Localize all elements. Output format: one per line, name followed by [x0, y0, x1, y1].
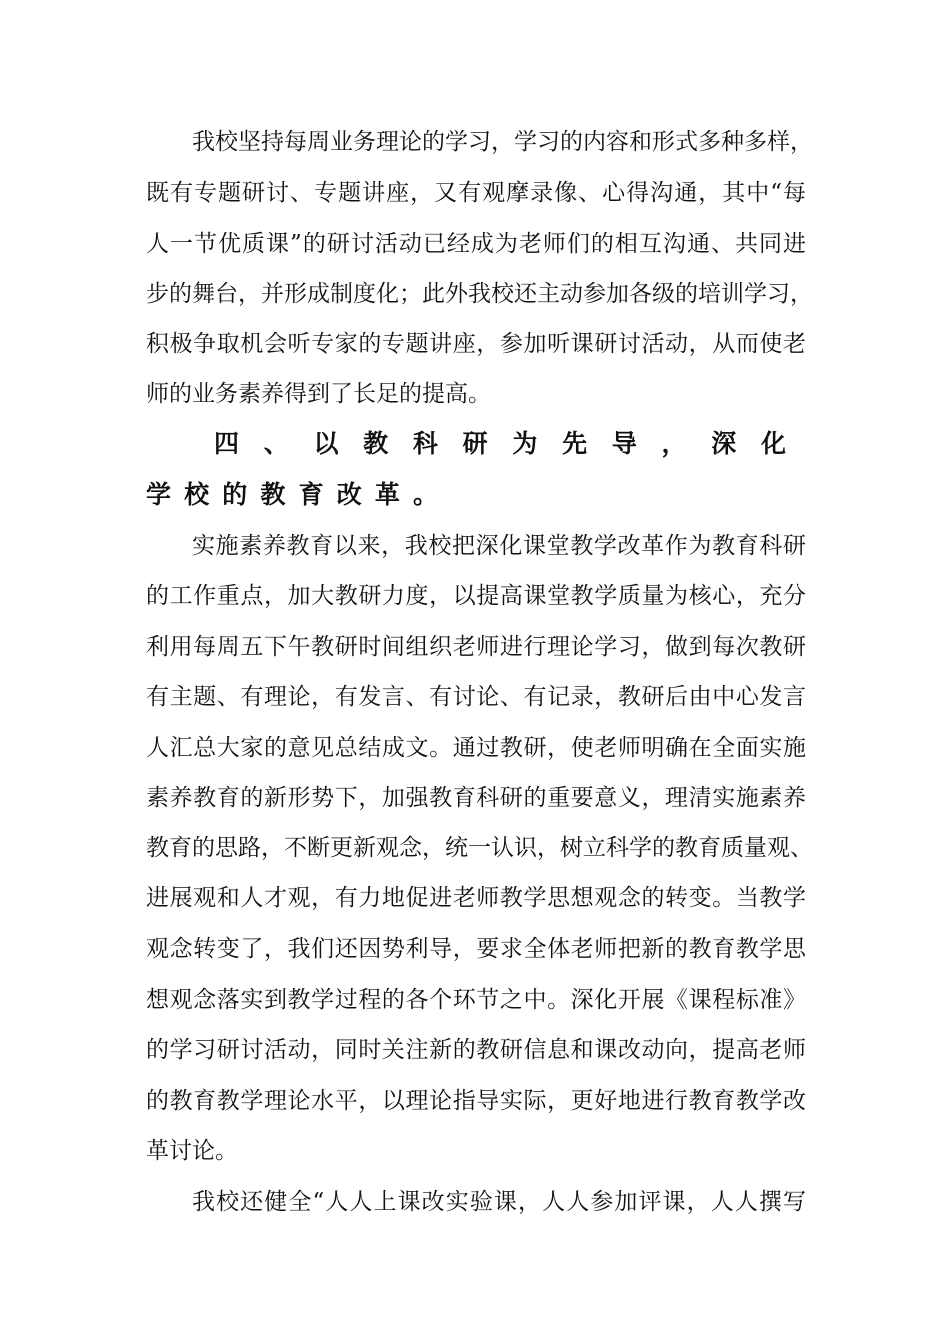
paragraph-2-line-9: 观念转变了，我们还因势利导，要求全体老师把新的教育教学思 — [146, 936, 806, 962]
paragraph-1-line-6: 师的业务素养得到了长足的提高。 — [146, 381, 491, 407]
paragraph-2-line-13: 革讨论。 — [146, 1138, 238, 1164]
paragraph-2-line-3: 利用每周五下午教研时间组织老师进行理论学习，做到每次教研 — [146, 634, 806, 660]
paragraph-1-line-3: 人一节优质课”的研讨活动已经成为老师们的相互沟通、共同进 — [146, 231, 806, 257]
section-heading-line-2: 学校的教育改革。 — [146, 480, 438, 509]
paragraph-2-line-7: 教育的思路，不断更新观念，统一认识，树立科学的教育质量观、 — [146, 835, 813, 861]
section-heading-line-1: 四、以教科研为先导，深化 — [214, 429, 786, 458]
paragraph-1-line-2: 既有专题研讨、专题讲座，又有观摩录像、心得沟通，其中“每 — [146, 180, 806, 206]
paragraph-2-line-5: 人汇总大家的意见总结成文。通过教研，使老师明确在全面实施 — [146, 735, 806, 761]
paragraph-2-line-10: 想观念落实到教学过程的各个环节之中。深化开展《课程标准》 — [146, 987, 806, 1013]
paragraph-2-line-1: 实施素养教育以来，我校把深化课堂教学改革作为教育科研 — [192, 533, 806, 559]
paragraph-3-line-1: 我校还健全“人人上课改实验课，人人参加评课，人人撰写 — [192, 1189, 806, 1215]
paragraph-2-line-6: 素养教育的新形势下，加强教育科研的重要意义，理清实施素养 — [146, 785, 806, 811]
paragraph-1-line-5: 积极争取机会听专家的专题讲座，参加听课研讨活动，从而使老 — [146, 331, 806, 357]
paragraph-2-line-8: 进展观和人才观，有力地促进老师教学思想观念的转变。当教学 — [146, 885, 806, 911]
paragraph-1-line-1: 我校坚持每周业务理论的学习，学习的内容和形式多种多样， — [192, 129, 813, 155]
paragraph-2-line-12: 的教育教学理论水平，以理论指导实际，更好地进行教育教学改 — [146, 1088, 806, 1114]
paragraph-2-line-11: 的学习研讨活动，同时关注新的教研信息和课改动向，提高老师 — [146, 1037, 806, 1063]
paragraph-1-line-4: 步的舞台，并形成制度化；此外我校还主动参加各级的培训学习， — [146, 281, 813, 307]
paragraph-2-line-4: 有主题、有理论，有发言、有讨论、有记录，教研后由中心发言 — [146, 684, 806, 710]
paragraph-2-line-2: 的工作重点，加大教研力度，以提高课堂教学质量为核心，充分 — [146, 583, 806, 609]
